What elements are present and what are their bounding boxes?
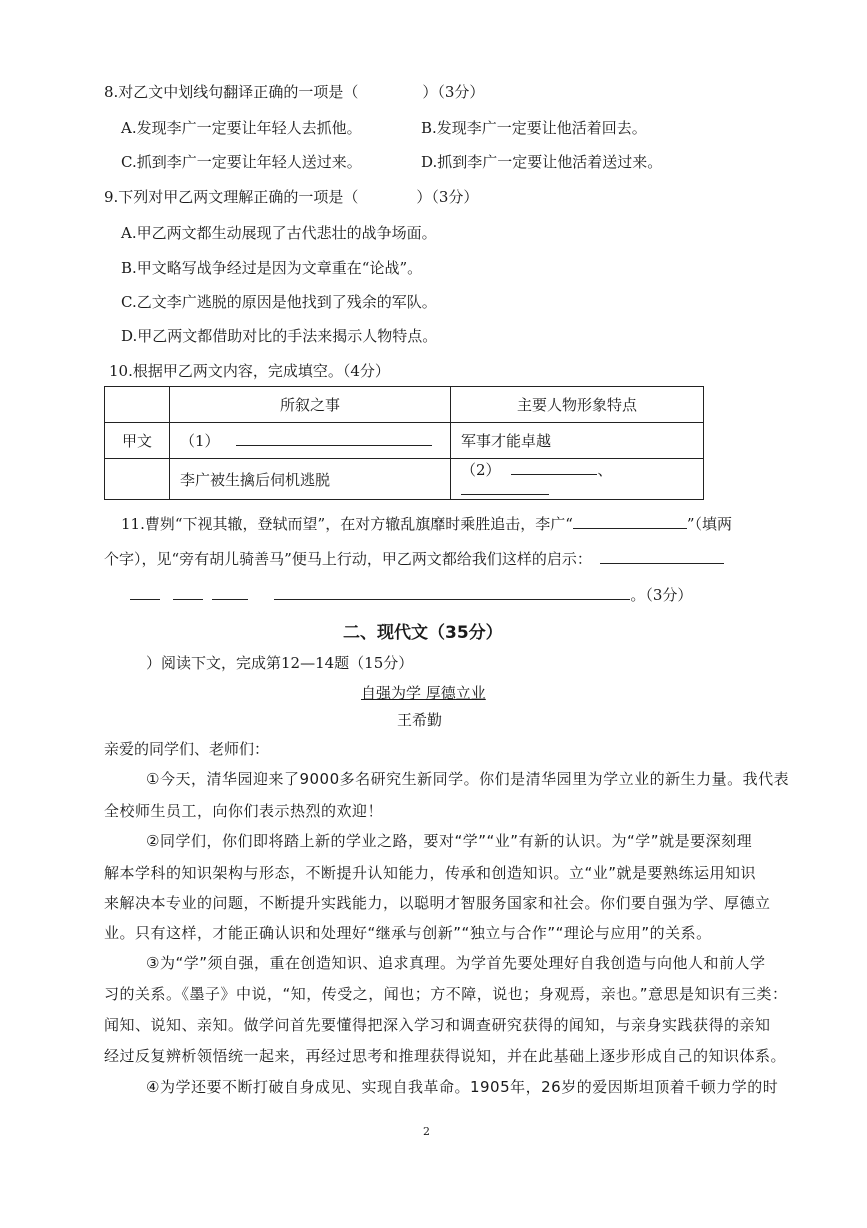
table-header-event: 所叙之事 (170, 387, 451, 423)
paragraph-3-line-1: ③为“学”须自强，重在创造知识、追求真理。为学首先要处理好自我创造与向他人和前人学 (146, 954, 766, 972)
q11-line-3 (130, 585, 692, 605)
q11-text-c: 个字），见“旁有胡儿骑善马”便马上行动，甲乙两文都给我们这样的启示： (104, 550, 592, 568)
q9-option-d: D.甲乙两文都借助对比的手法来揭示人物特点。 (121, 327, 438, 345)
q8-stem-end: ）（3分） (422, 83, 485, 101)
blank-2-separator: 、 (597, 461, 613, 479)
section-instruction: ）阅读下文，完成第12—14题（15分） (146, 654, 414, 672)
row-trait-jia: 军事才能卓越 (451, 423, 704, 459)
q11-line-1 (121, 514, 732, 534)
q9-option-c: C.乙文李广逃脱的原因是他找到了残余的军队。 (121, 293, 437, 311)
paragraph-3-line-2: 习的关系。《墨子》中说，“知，传受之，闻也；方不障，说也；身观焉，亲也。”意思是知识有三类： (104, 985, 788, 1003)
q9-option-b: B.甲文略写战争经过是因为文章重在“论战”。 (121, 259, 423, 277)
q11-blank-3d[interactable] (274, 585, 630, 600)
paragraph-2-line-1: ②同学们，你们即将踏上新的学业之路，要对“学”“业”有新的认识。为“学”就是要深刻理 (146, 832, 753, 850)
paragraph-3-line-4: 经过反复辨析领悟统一起来，再经过思考和推理获得说知，并在此基础上逐步形成自己的知识体系。 (104, 1047, 787, 1065)
paragraph-2-line-3: 来解决本专业的问题，不断提升实践能力，以聪明才智服务国家和社会。你们要自强为学、厚德立 (104, 894, 771, 912)
answer-blank-2[interactable] (451, 459, 704, 500)
q10-table (104, 386, 704, 500)
q11-line-2 (104, 549, 724, 569)
article-author: 王希勤 (397, 711, 443, 729)
table-header-empty (105, 387, 170, 423)
blank-2a-line (511, 460, 597, 475)
q9-stem-end: ）（3分） (416, 188, 479, 206)
row-label-jia: 甲文 (105, 423, 170, 459)
q11-blank-2[interactable] (600, 549, 724, 564)
q11-text-b: ”（填两 (686, 515, 733, 533)
q8-option-c: C.抓到李广一定要让年轻人送过来。 (121, 153, 362, 171)
paragraph-3-line-3: 闻知、说知、亲知。做学问首先要懂得把深入学习和调查研究获得的闻知，与亲身实践获得的亲知 (104, 1016, 771, 1034)
paragraph-2-line-4: 业。只有这样，才能正确认识和处理好“继承与创新”“独立与合作”“理论与应用”的关系。 (104, 924, 712, 942)
q11-blank-3b[interactable] (173, 585, 203, 600)
section-title: 二、现代文（35分） (343, 623, 503, 643)
table-row (105, 459, 704, 500)
q9-option-a: A.甲乙两文都生动展现了古代悲壮的战争场面。 (121, 224, 437, 242)
q8-option-a: A.发现李广一定要让年轻人去抓他。 (121, 119, 362, 137)
blank-1-line (236, 431, 432, 446)
q11-text-a: 11.曹刿“下视其辙，登轼而望”，在对方辙乱旗靡时乘胜追击，李广“ (121, 515, 573, 533)
table-row (105, 423, 704, 459)
page-number: 2 (423, 1125, 430, 1138)
row-label-yi (105, 459, 170, 500)
q8-stem-line (104, 82, 484, 102)
blank-2-label: （2） (461, 461, 501, 479)
q8-option-b: B.发现李广一定要让他活着回去。 (421, 119, 647, 137)
table-row (105, 387, 704, 423)
q8-stem: 8.对乙文中划线句翻译正确的一项是（ (104, 83, 359, 101)
row-event-yi: 李广被生擒后伺机逃脱 (170, 459, 451, 500)
salutation: 亲爱的同学们、老师们： (104, 740, 270, 758)
article-title: 自强为学 厚德立业 (361, 684, 486, 702)
paragraph-4-line-1: ④为学还要不断打破自身成见、实现自我革命。1905年，26岁的爱因斯坦顶着千顿力学的时 (146, 1078, 779, 1096)
q11-blank-3a[interactable] (130, 585, 160, 600)
q8-option-d: D.抓到李广一定要让他活着送过来。 (421, 153, 663, 171)
answer-blank-1[interactable] (170, 423, 451, 459)
q10-stem: 10.根据甲乙两文内容，完成填空。（4分） (109, 362, 390, 380)
blank-2b-line (461, 480, 549, 495)
table-header-trait: 主要人物形象特点 (451, 387, 704, 423)
paragraph-2-line-2: 解本学科的知识架构与形态，不断提升认知能力，传承和创造知识。立“业”就是要熟练运用知识 (104, 864, 757, 882)
q11-blank-3c[interactable] (212, 585, 248, 600)
q9-stem: 9.下列对甲乙两文理解正确的一项是（ (104, 188, 359, 206)
blank-1-label: （1） (180, 432, 220, 450)
q11-blank-1[interactable] (573, 514, 687, 529)
q11-end: 。（3分） (630, 586, 693, 604)
paragraph-1-line-2: 全校师生员工，向你们表示热烈的欢迎！ (104, 802, 384, 820)
paragraph-1-line-1: ①今天，清华园迎来了9000多名研究生新同学。你们是清华园里为学立业的新生力量。我代表 (146, 770, 790, 788)
q9-stem-line (104, 187, 478, 207)
